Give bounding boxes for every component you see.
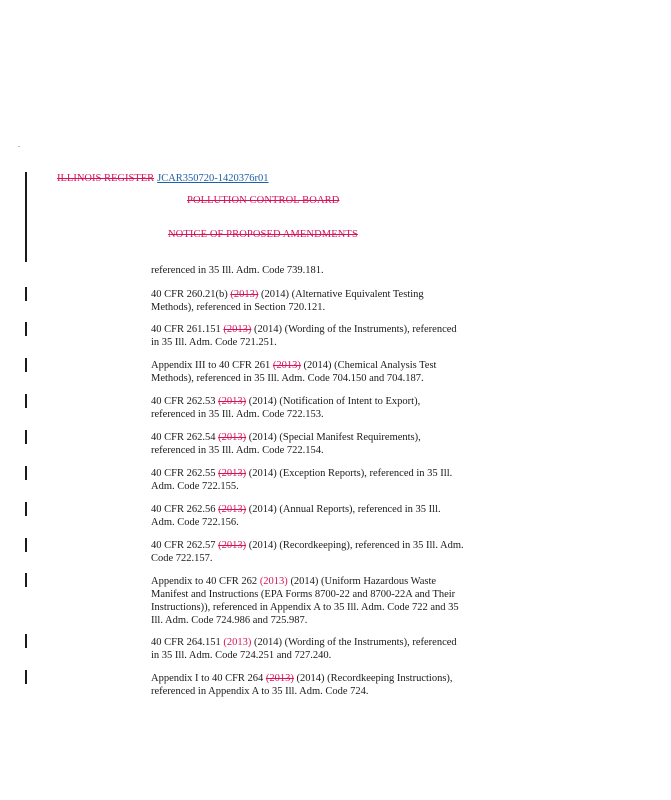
entry-line bbox=[151, 372, 471, 385]
entry-line bbox=[151, 336, 471, 349]
change-bar bbox=[25, 394, 27, 408]
reference-entry bbox=[151, 503, 471, 529]
deleted-text: (2013) bbox=[223, 324, 252, 335]
entry-text: 40 CFR 262.55 bbox=[151, 468, 219, 479]
entry-text: (2014) (Recordkeeping Instructions), bbox=[293, 673, 453, 684]
change-bar bbox=[25, 358, 27, 372]
entry-text: referenced in 35 Ill. Adm. Code 739.181. bbox=[151, 265, 324, 276]
entry-line bbox=[151, 552, 471, 565]
scan-speck bbox=[18, 146, 20, 147]
deleted-text: (2013) bbox=[218, 540, 247, 551]
entry-text: (2014) (Special Manifest Requirements), bbox=[246, 432, 421, 443]
inserted-text: (2013) bbox=[223, 637, 252, 648]
entry-text: in 35 Ill. Adm. Code 724.251 and 727.240. bbox=[151, 650, 332, 661]
reference-entry bbox=[151, 672, 471, 698]
change-bar bbox=[25, 287, 27, 301]
reference-entry bbox=[151, 288, 471, 314]
entry-line bbox=[151, 264, 471, 277]
reference-entry bbox=[151, 431, 471, 457]
change-bar bbox=[25, 172, 27, 262]
entry-text: 40 CFR 264.151 bbox=[151, 637, 224, 648]
entry-text: 40 CFR 262.56 bbox=[151, 504, 219, 515]
entry-text: Manifest and Instructions (EPA Forms 8700-22 and 8700-22A and Their bbox=[151, 589, 456, 600]
entry-line bbox=[151, 649, 471, 662]
entry-text: (2014) (Wording of the Instruments), referenced bbox=[251, 324, 457, 335]
change-bar bbox=[25, 670, 27, 684]
entry-line bbox=[151, 301, 471, 314]
entry-line bbox=[151, 288, 471, 301]
notice-title: NOTICE OF PROPOSED AMENDMENTS bbox=[168, 229, 358, 240]
change-bar bbox=[25, 573, 27, 587]
entry-line bbox=[151, 444, 471, 457]
entry-line bbox=[151, 539, 471, 552]
deleted-text: (2013) bbox=[272, 360, 301, 371]
entry-text: (2014) (Exception Reports), referenced in 35 Ill. bbox=[246, 468, 453, 479]
header-struck-text: ILLINOIS REGISTER bbox=[57, 173, 155, 184]
deleted-text: (2013) bbox=[265, 673, 294, 684]
entry-line bbox=[151, 588, 471, 601]
reference-entry bbox=[151, 395, 471, 421]
entry-line bbox=[151, 480, 471, 493]
entry-text: 40 CFR 261.151 bbox=[151, 324, 224, 335]
header-inserted-text: JCAR350720-1420376r01 bbox=[157, 173, 269, 184]
entry-line bbox=[151, 672, 471, 685]
deleted-text: (2013) bbox=[218, 396, 247, 407]
entry-line bbox=[151, 575, 471, 588]
entry-text: (2014) (Wording of the Instruments), referenced bbox=[251, 637, 457, 648]
deleted-text: (2013) bbox=[218, 432, 247, 443]
entry-text: Appendix III to 40 CFR 261 bbox=[151, 360, 273, 371]
entry-text: (2014) (Annual Reports), referenced in 35 Ill. bbox=[246, 504, 441, 515]
entry-line bbox=[151, 431, 471, 444]
inserted-text: (2013) bbox=[259, 576, 288, 587]
change-bar bbox=[25, 502, 27, 516]
entry-text: in 35 Ill. Adm. Code 721.251. bbox=[151, 337, 277, 348]
entry-text: (2014) (Recordkeeping), referenced in 35 Ill. Adm. bbox=[246, 540, 464, 551]
entry-line bbox=[151, 395, 471, 408]
entry-line bbox=[151, 323, 471, 336]
reference-entry bbox=[151, 467, 471, 493]
entry-line bbox=[151, 503, 471, 516]
entry-text: Adm. Code 722.155. bbox=[151, 481, 239, 492]
entry-line bbox=[151, 636, 471, 649]
entry-text: referenced in Appendix A to 35 Ill. Adm. Code 724. bbox=[151, 686, 369, 697]
entry-text: 40 CFR 262.54 bbox=[151, 432, 219, 443]
agency-title: POLLUTION CONTROL BOARD bbox=[187, 195, 340, 206]
entry-line bbox=[151, 685, 471, 698]
entry-text: 40 CFR 260.21(b) bbox=[151, 289, 231, 300]
entry-line bbox=[151, 614, 471, 627]
entry-text: (2014) (Notification of Intent to Export), bbox=[246, 396, 421, 407]
entry-line bbox=[151, 467, 471, 480]
reference-entry bbox=[151, 359, 471, 385]
entry-text: Methods), referenced in 35 Ill. Adm. Code 704.150 and 704.187. bbox=[151, 373, 424, 384]
entry-text: (2014) (Uniform Hazardous Waste bbox=[287, 576, 437, 587]
register-header bbox=[57, 173, 269, 184]
deleted-text: (2013) bbox=[230, 289, 259, 300]
change-bar bbox=[25, 430, 27, 444]
change-bar bbox=[25, 466, 27, 480]
entry-line bbox=[151, 359, 471, 372]
entry-text: Appendix I to 40 CFR 264 bbox=[151, 673, 266, 684]
entry-text: 40 CFR 262.53 bbox=[151, 396, 219, 407]
entry-line bbox=[151, 408, 471, 421]
entry-text: Methods), referenced in Section 720.121. bbox=[151, 302, 326, 313]
reference-entry bbox=[151, 323, 471, 349]
entry-text: Code 722.157. bbox=[151, 553, 213, 564]
change-bar bbox=[25, 322, 27, 336]
change-bar bbox=[25, 634, 27, 648]
change-bar bbox=[25, 538, 27, 552]
deleted-text: (2013) bbox=[218, 504, 247, 515]
entry-text: 40 CFR 262.57 bbox=[151, 540, 219, 551]
reference-entry bbox=[151, 539, 471, 565]
entry-line bbox=[151, 516, 471, 529]
entry-text: Appendix to 40 CFR 262 bbox=[151, 576, 260, 587]
entry-text: Adm. Code 722.156. bbox=[151, 517, 239, 528]
deleted-text: (2013) bbox=[218, 468, 247, 479]
reference-entry bbox=[151, 264, 471, 277]
entry-text: Ill. Adm. Code 724.986 and 725.987. bbox=[151, 615, 308, 626]
entry-text: Instructions)), referenced in Appendix A to 35 Ill. Adm. Code 722 and 35 bbox=[151, 602, 459, 613]
reference-entry bbox=[151, 636, 471, 662]
entry-text: referenced in 35 Ill. Adm. Code 722.154. bbox=[151, 445, 324, 456]
reference-entry bbox=[151, 575, 471, 627]
entry-text: referenced in 35 Ill. Adm. Code 722.153. bbox=[151, 409, 324, 420]
entry-text: (2014) (Alternative Equivalent Testing bbox=[258, 289, 424, 300]
entry-text: (2014) (Chemical Analysis Test bbox=[300, 360, 437, 371]
entry-line bbox=[151, 601, 471, 614]
